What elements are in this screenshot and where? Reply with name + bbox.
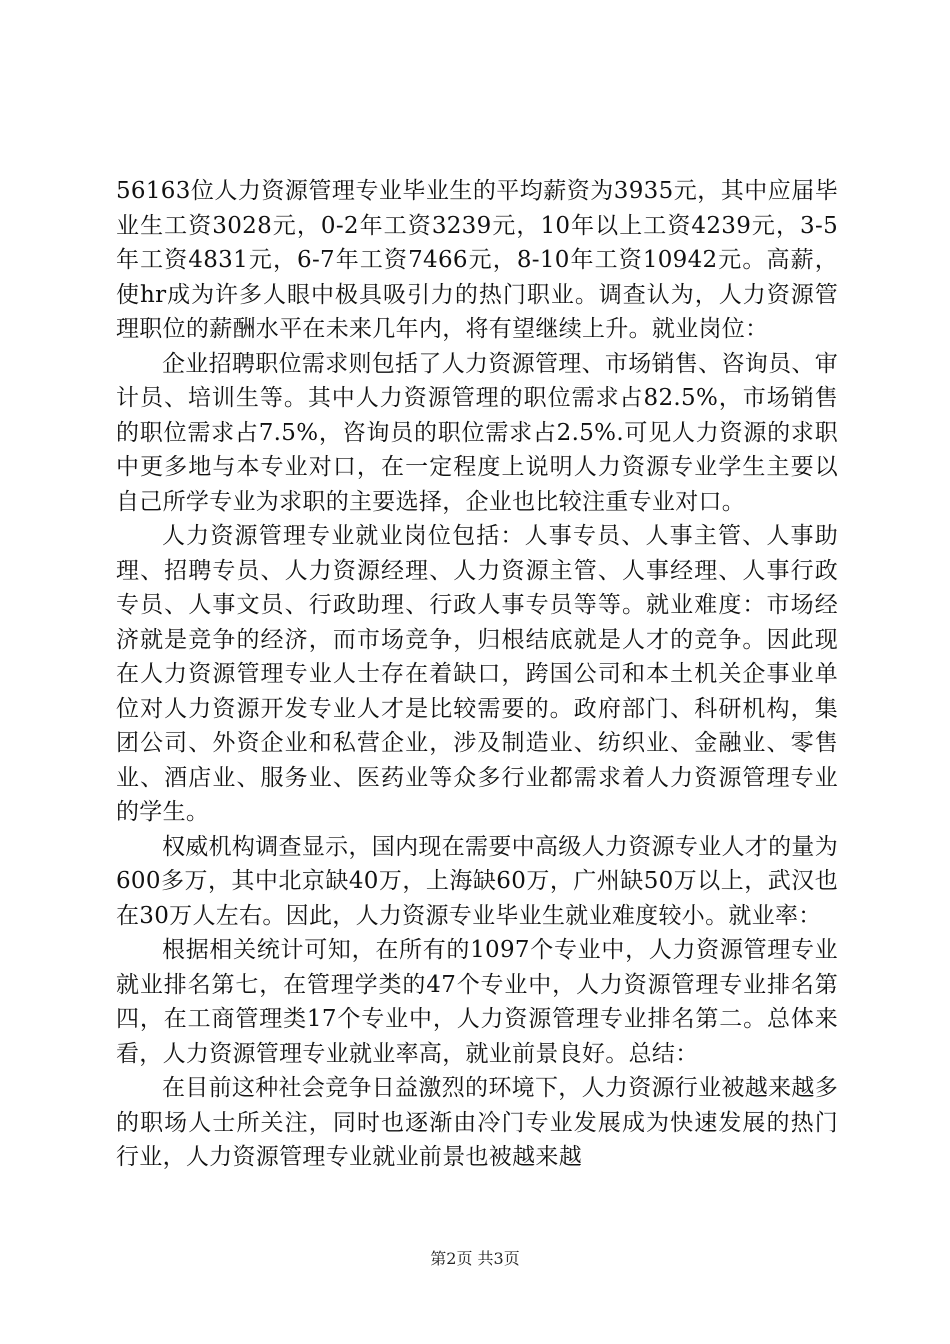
paragraph-employment-rank: 根据相关统计可知，在所有的1097个专业中，人力资源管理专业就业排名第七，在管理学类的47个专业中，人力资源管理专业排名第四，在工商管理类17个专业中，人力资源管理专业排名第二。总体来看，人力资源管理专业就业率高，就业前景良好。总结： [116,937,838,1067]
paragraph-job-demand: 企业招聘职位需求则包括了人力资源管理、市场销售、咨询员、审计员、培训生等。其中人力资源管理的职位需求占82.5%，市场销售的职位需求占7.5%，咨询员的职位需求占2.5%.可见人力资源的求职中更多地与本专业对口，在一定程度上说明人力资源专业学生主要以自己所学专业为求职的主要选择，企业也比较注重专业对口。 [116,350,838,515]
paragraph-talent-gap: 权威机构调查显示，国内现在需要中高级人力资源专业人才的量为600多万，其中北京缺40万，上海缺60万，广州缺50万以上，武汉也在30万人左右。因此，人力资源专业毕业生就业难度较小。就业率： [116,833,838,929]
paragraph-job-positions: 人力资源管理专业就业岗位包括：人事专员、人事主管、人事助理、招聘专员、人力资源经理、人力资源主管、人事经理、人事行政专员、人事文员、行政助理、行政人事专员等等。就业难度：市场经济就是竞争的经济，而市场竞争，归根结底就是人才的竞争。因此现在人力资源管理专业人士存在着缺口，跨国公司和本土机关企事业单位对人力资源开发专业人才是比较需要的。政府部门、科研机构，集团公司、外资企业和私营企业，涉及制造业、纺织业、金融业、零售业、酒店业、服务业、医药业等众多行业都需求着人力资源管理专业的学生。 [116,523,838,825]
document-body [116,174,838,1175]
paragraph-summary: 在目前这种社会竞争日益激烈的环境下，人力资源行业被越来越多的职场人士所关注，同时也逐渐由冷门专业发展成为快速发展的热门行业，人力资源管理专业就业前景也被越来越 [116,1075,838,1170]
page-number-footer: 第2页 共3页 [430,1249,520,1268]
paragraph-salary: 56163位人力资源管理专业毕业生的平均薪资为3935元，其中应届毕业生工资3028元，0-2年工资3239元，10年以上工资4239元，3-5年工资4831元，6-7年工资7466元，8-10年工资10942元。高薪，使hr成为许多人眼中极具吸引力的热门职业。调查认为，人力资源管理职位的薪酬水平在未来几年内，将有望继续上升。就业岗位： [116,178,838,342]
